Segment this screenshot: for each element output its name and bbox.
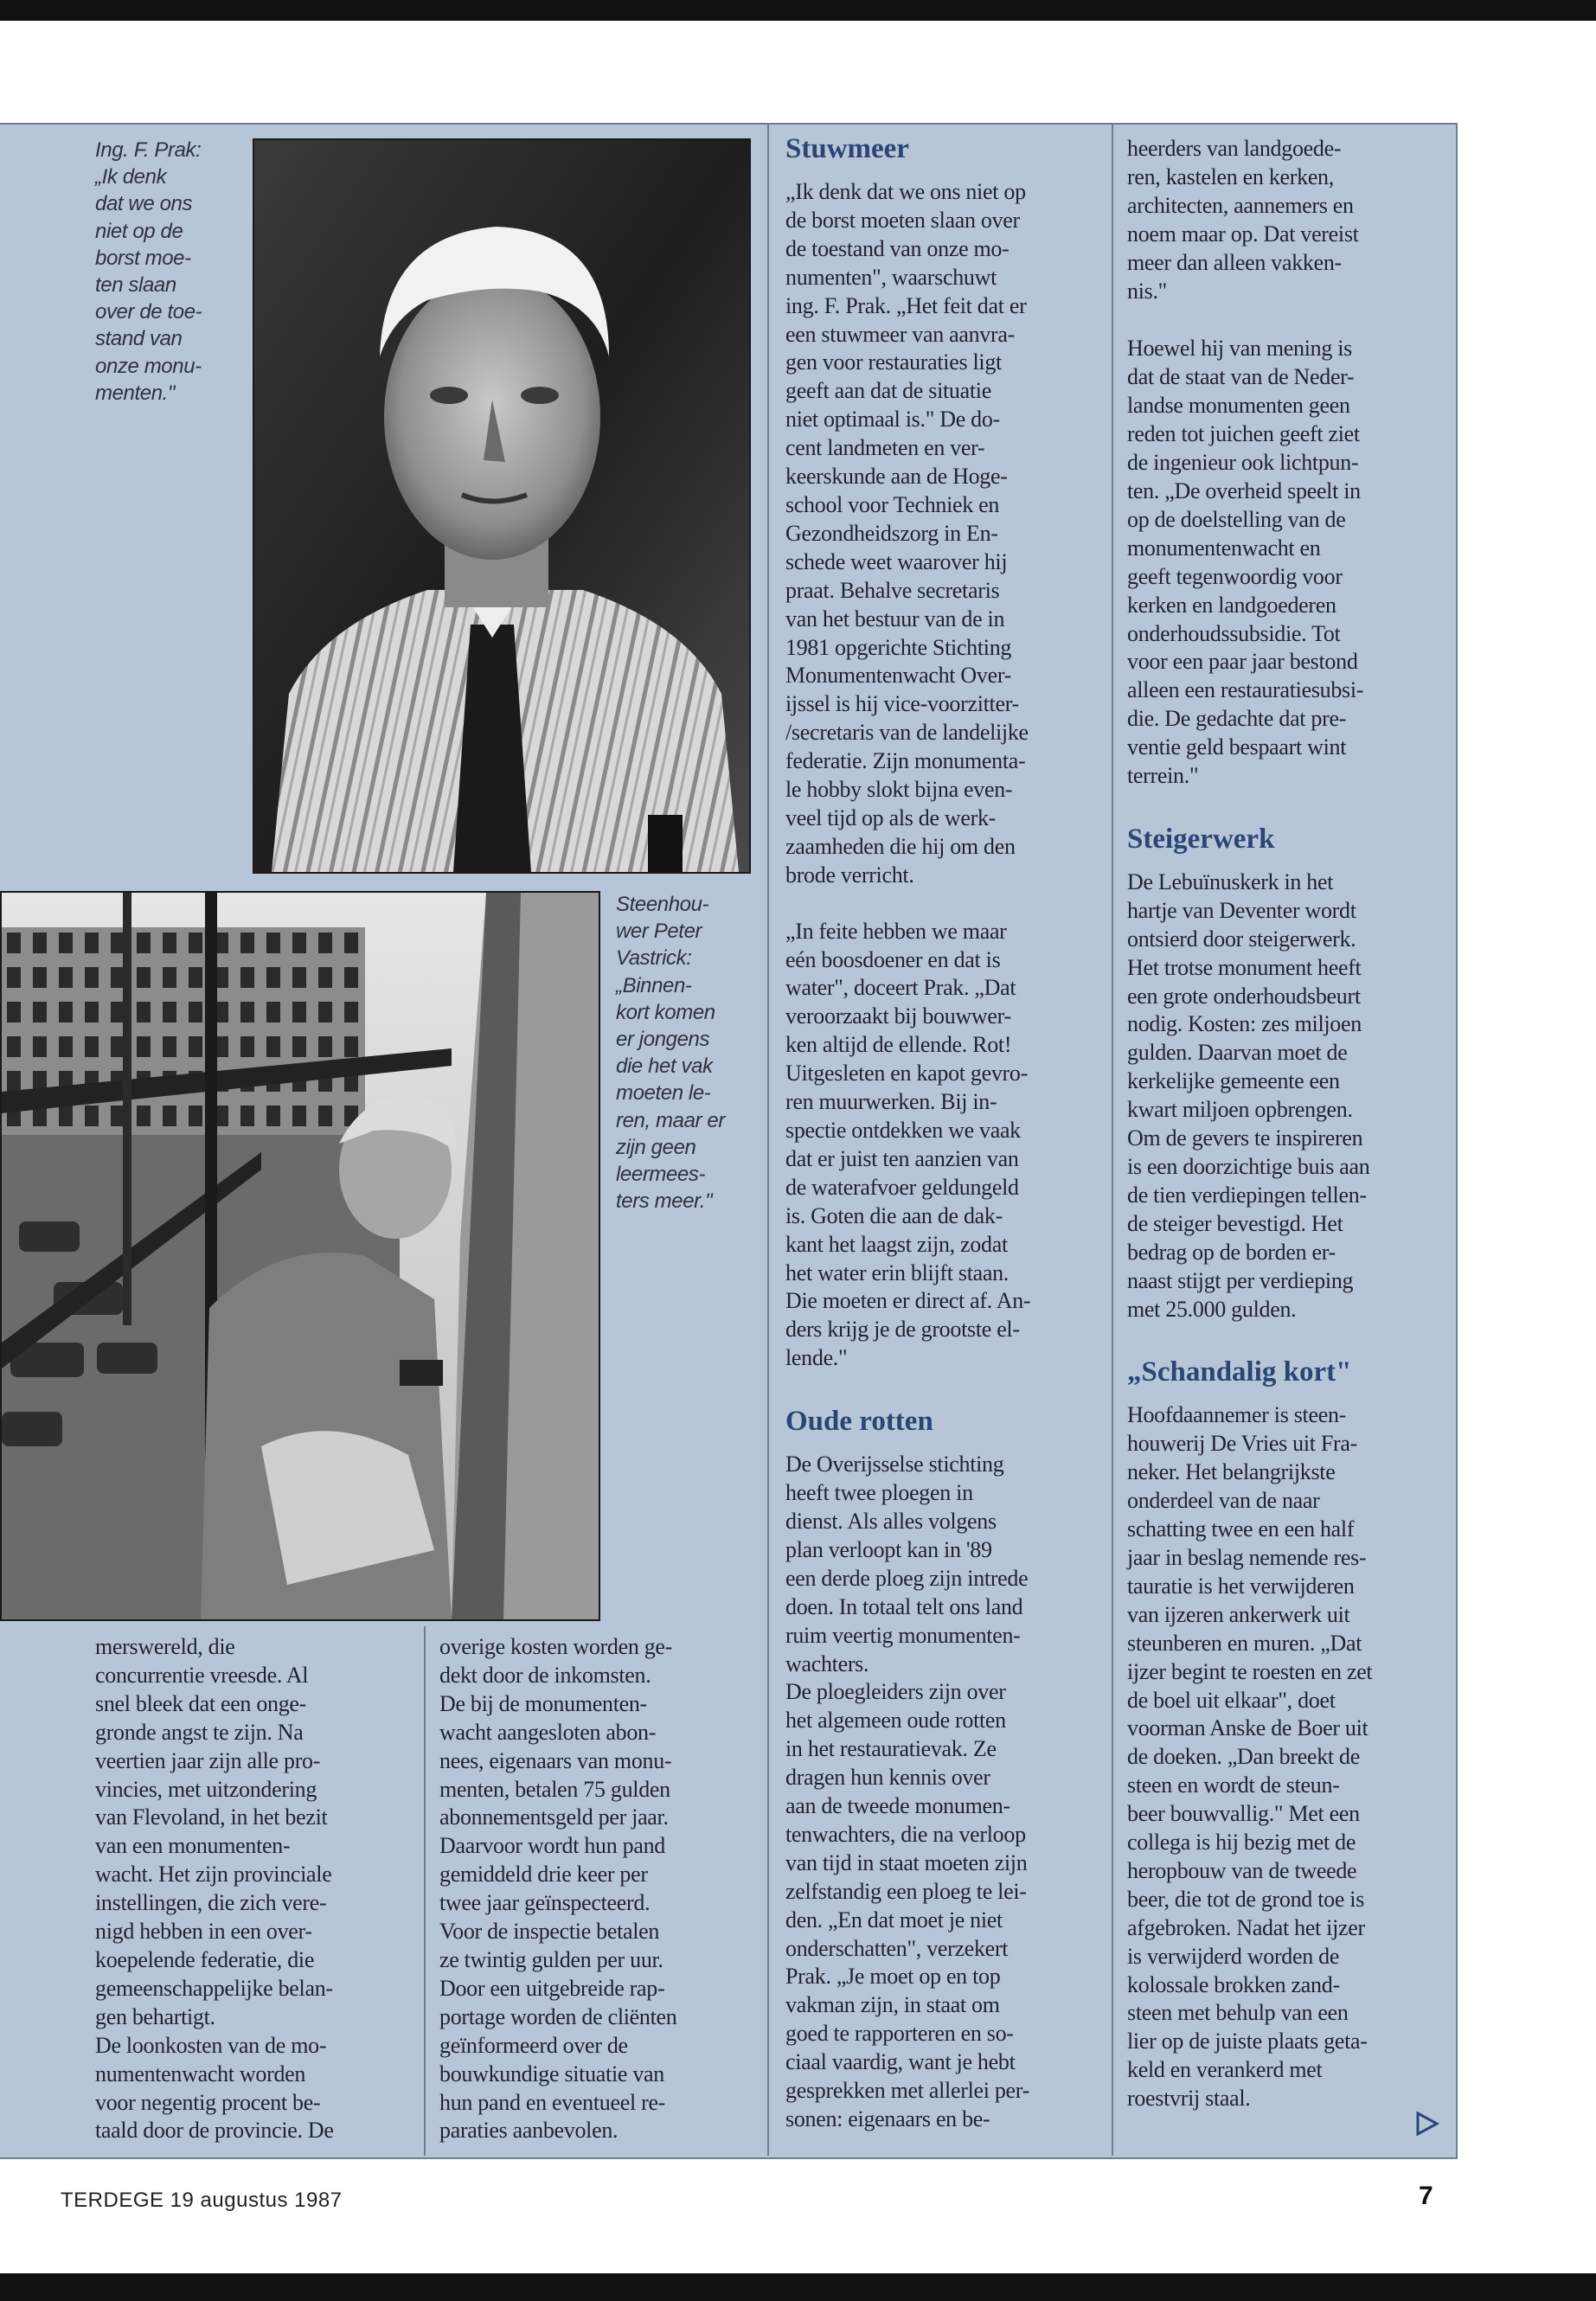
text-line: snel bleek dat een onge-: [95, 1690, 307, 1716]
text-line: vincies, met uitzondering: [95, 1776, 317, 1802]
text-line: vakman zijn, in staat om: [785, 1992, 1000, 2018]
text-line: bouwkundige situatie van: [439, 2061, 664, 2086]
text-line: reden tot juichen geeft ziet: [1127, 421, 1360, 447]
text-line: in het restauratievak. Ze: [785, 1736, 997, 1762]
text-line: ten. „De overheid speelt in: [1127, 478, 1361, 503]
text-line: heeft twee ploegen in: [785, 1480, 973, 1506]
text-line: ders krijg je de grootste el-: [785, 1317, 1020, 1343]
text-line: schede weet waarover hij: [785, 548, 1008, 574]
text-line: jaar in beslag nemende res-: [1127, 1544, 1367, 1570]
text-line: goed te rapporteren en so-: [785, 2021, 1014, 2047]
text-line: overige kosten worden ge-: [439, 1634, 673, 1659]
portrait-image: [254, 140, 749, 872]
text-line: is een doorzichtige buis aan: [1127, 1154, 1370, 1179]
text-line: terrein.": [1127, 763, 1199, 789]
text-line: federatie. Zijn monumenta-: [785, 748, 1026, 774]
text-line: Die moeten er direct af. An-: [785, 1288, 1031, 1314]
text-line: „In feite hebben we maar: [785, 918, 1007, 944]
text-line: Hoofdaannemer is steen-: [1127, 1402, 1346, 1428]
text-line: bedrag op de borden er-: [1127, 1239, 1336, 1265]
text-line: over de toe-: [95, 300, 202, 324]
stonemason-caption: [616, 891, 763, 1215]
text-line: koepelende federatie, die: [95, 1946, 315, 1972]
text-line: abonnementsgeld per jaar.: [439, 1804, 669, 1830]
text-line: ren, maar er: [616, 1108, 725, 1132]
text-line: wacht. Het zijn provinciale: [95, 1862, 332, 1888]
stonemason-photo: [0, 891, 600, 1621]
text-line: nis.": [1127, 278, 1167, 304]
text-line: collega is hij bezig met de: [1127, 1830, 1356, 1856]
text-line: ing. F. Prak. „Het feit dat er: [785, 292, 1027, 318]
text-line: ciaal vaardig, want je hebt: [785, 2049, 1016, 2075]
scan-bottom-border: [0, 2273, 1596, 2301]
text-line: dat we ons: [95, 192, 193, 216]
text-line: schatting twee en een half: [1127, 1516, 1355, 1542]
text-line: dekt door de inkomsten.: [439, 1662, 651, 1688]
column-c: [785, 131, 1097, 2134]
text-line: op de doelstelling van de: [1127, 506, 1346, 532]
text-line: ken altijd de ellende. Rot!: [785, 1032, 1012, 1058]
text-line: hun pand en eventueel re-: [439, 2089, 666, 2115]
text-line: Om de gevers te inspireren: [1127, 1125, 1363, 1151]
text-line: kwart miljoen opbrengen.: [1127, 1097, 1353, 1123]
text-line: steen en wordt de steun-: [1127, 1772, 1340, 1798]
text-line: meer dan alleen vakken-: [1127, 249, 1342, 275]
text-line: keerskunde aan de Hoge-: [785, 464, 1008, 490]
text-line: leermees-: [616, 1163, 706, 1187]
text-line: de toestand van onze mo-: [785, 235, 1010, 261]
text-line: keld en verankerd met: [1127, 2057, 1323, 2083]
text-line: dat er juist ten aanzien van: [785, 1145, 1019, 1171]
text-line: landse monumenten geen: [1127, 393, 1350, 419]
text-line: wacht aangesloten abon-: [439, 1719, 657, 1745]
scan-top-border: [0, 0, 1596, 21]
text-line: de tien verdiepingen tellen-: [1127, 1182, 1367, 1208]
text-line: Hoewel hij van mening is: [1127, 336, 1352, 362]
text-line: ruim veertig monumenten-: [785, 1622, 1021, 1648]
publication-footer: TERDEGE 19 augustus 1987: [61, 2189, 343, 2212]
text-line: lende.": [785, 1345, 848, 1371]
column-a: [95, 1633, 407, 2145]
text-line: heerders van landgoede-: [1127, 136, 1342, 161]
text-line: Gezondheidszorg in En-: [785, 520, 998, 546]
text-line: van het bestuur van de in: [785, 606, 1005, 631]
text-line: school voor Techniek en: [785, 491, 1000, 517]
text-line: kerkelijke gemeente een: [1127, 1068, 1340, 1094]
text-line: zelfstandig een ploeg te lei-: [785, 1878, 1027, 1904]
text-line: die het vak: [616, 1054, 713, 1079]
text-line: /secretaris van de landelijke: [785, 720, 1029, 746]
text-line: hartje van Deventer wordt: [1127, 897, 1356, 923]
text-line: de borst moeten slaan over: [785, 207, 1020, 233]
text-line: voor een paar jaar bestond: [1127, 649, 1358, 675]
text-line: geïnformeerd over de: [439, 2032, 628, 2058]
text-line: borst moe-: [95, 246, 191, 270]
text-line: ren muurwerken. Bij in-: [785, 1089, 997, 1115]
text-line: gemeenschappelijke belan-: [95, 1975, 333, 2001]
text-line: veroorzaakt bij bouwwer-: [785, 1003, 1011, 1029]
text-line: zaamheden die hij om den: [785, 833, 1016, 859]
text-line: veertien jaar zijn alle pro-: [95, 1747, 321, 1773]
text-line: gronde angst te zijn. Na: [95, 1719, 304, 1745]
text-line: Het trotse monument heeft: [1127, 954, 1362, 980]
text-line: steunberen en muren. „Dat: [1127, 1630, 1362, 1656]
text-line: ten slaan: [95, 273, 176, 298]
text-line: wer Peter: [616, 920, 702, 944]
text-line: dat de staat van de Neder-: [1127, 364, 1355, 390]
text-line: naast stijgt per verdieping: [1127, 1267, 1354, 1293]
text-line: onze monu-: [95, 354, 202, 378]
heading-stuwmeer: Stuwmeer: [785, 133, 909, 164]
text-line: van ijzeren ankerwerk uit: [1127, 1601, 1350, 1627]
text-line: het algemeen oude rotten: [785, 1708, 1006, 1734]
text-line: onderhoudssubsidie. Tot: [1127, 620, 1341, 646]
text-line: afgebroken. Nadat het ijzer: [1127, 1914, 1365, 1940]
text-line: noem maar op. Dat vereist: [1127, 221, 1359, 247]
heading-steigerwerk: Steigerwerk: [1127, 823, 1275, 855]
text-line: is verwijderd worden de: [1127, 1943, 1340, 1969]
text-line: gulden. Daarvan moet de: [1127, 1040, 1348, 1066]
text-line: nees, eigenaars van monu-: [439, 1747, 672, 1773]
text-line: Ing. F. Prak:: [95, 138, 202, 162]
text-line: roestvrij staal.: [1127, 2086, 1251, 2112]
text-line: „Ik denk dat we ons niet op: [785, 179, 1026, 204]
text-line: gen voor restauraties ligt: [785, 349, 1002, 375]
paragraph: [1127, 135, 1447, 305]
paragraph: [1127, 1401, 1447, 2113]
text-line: De loonkosten van de mo-: [95, 2032, 327, 2058]
text-line: met 25.000 gulden.: [1127, 1296, 1297, 1322]
text-line: nodig. Kosten: zes miljoen: [1127, 1011, 1362, 1037]
paragraph: [785, 918, 1097, 1374]
text-line: ze twintig gulden per uur.: [439, 1946, 663, 1972]
text-line: brode verricht.: [785, 862, 914, 888]
text-line: taald door de provincie. De: [95, 2118, 334, 2144]
text-line: gesprekken met allerlei per-: [785, 2078, 1029, 2104]
text-line: monumentenwacht en: [1127, 535, 1321, 561]
column-d: [1127, 135, 1447, 2113]
text-line: Door een uitgebreide rap-: [439, 1975, 665, 2001]
text-line: aan de tweede monumen-: [785, 1793, 1010, 1819]
text-line: onderschatten", verzekert: [785, 1935, 1009, 1961]
text-line: kort komen: [616, 1000, 715, 1024]
text-line: ijssel is hij vice-voorzitter-: [785, 691, 1019, 717]
text-line: onderdeel van de naar: [1127, 1488, 1320, 1514]
text-line: De Lebuïnuskerk in het: [1127, 868, 1334, 894]
text-line: gemiddeld drie keer per: [439, 1862, 648, 1888]
text-line: sonen: eigenaars en be-: [785, 2106, 990, 2131]
text-line: concurrentie vreesde. Al: [95, 1662, 309, 1688]
text-line: numenten", waarschuwt: [785, 264, 997, 290]
text-line: 1981 opgerichte Stichting: [785, 634, 1012, 660]
text-line: water", doceert Prak. „Dat: [785, 975, 1016, 1001]
text-line: De Overijsselse stichting: [785, 1452, 1004, 1477]
text-line: geeft aan dat de situatie: [785, 378, 991, 404]
text-line: le hobby slokt bijna even-: [785, 777, 1013, 803]
text-line: steen met behulp van een: [1127, 2000, 1349, 2026]
text-line: menten, betalen 75 gulden: [439, 1776, 670, 1802]
text-line: van een monumenten-: [95, 1833, 291, 1859]
text-line: instellingen, die zich vere-: [95, 1890, 327, 1916]
text-line: tauratie is het verwijderen: [1127, 1573, 1355, 1599]
text-line: Voor de inspectie betalen: [439, 1919, 660, 1945]
text-line: alleen een restauratiesubsi-: [1127, 677, 1364, 703]
text-line: gen behartigt.: [95, 2003, 215, 2029]
text-line: „Ik denk: [95, 165, 167, 189]
portrait-caption: [95, 137, 247, 407]
paragraph: [1127, 868, 1447, 1324]
text-line: architecten, aannemers en: [1127, 192, 1354, 218]
portrait-photo: [253, 138, 751, 874]
text-line: Monumentenwacht Over-: [785, 663, 1012, 689]
text-line: zijn geen: [616, 1135, 696, 1159]
text-line: lier op de juiste plaats geta-: [1127, 2029, 1368, 2054]
text-line: twee jaar geïnspecteerd.: [439, 1890, 651, 1916]
text-line: is. Goten die aan de dak-: [785, 1202, 1003, 1228]
text-line: dragen hun kennis over: [785, 1765, 990, 1791]
text-line: Prak. „Je moet op en top: [785, 1964, 1001, 1990]
text-line: die. De gedachte dat pre-: [1127, 706, 1347, 732]
text-line: niet optimaal is." De do-: [785, 407, 1000, 433]
text-line: van tijd in staat moeten zijn: [785, 1849, 1028, 1875]
column-rule: [767, 123, 769, 2156]
text-line: spectie ontdekken we vaak: [785, 1118, 1021, 1143]
text-line: moeten le-: [616, 1081, 711, 1106]
text-line: „Binnen-: [616, 973, 692, 997]
page-number: 7: [1419, 2182, 1433, 2210]
text-line: numentenwacht worden: [95, 2061, 306, 2086]
text-line: Daarvoor wordt hun pand: [439, 1833, 665, 1859]
column-b: [439, 1633, 768, 2145]
text-line: kerken en landgoederen: [1127, 592, 1336, 618]
text-line: nigd hebben in een over-: [95, 1919, 312, 1945]
text-line: er jongens: [616, 1028, 710, 1052]
text-line: De ploegleiders zijn over: [785, 1679, 1006, 1705]
text-line: beer, die tot de grond toe is: [1127, 1886, 1365, 1912]
text-line: den. „En dat moet je niet: [785, 1907, 1003, 1932]
text-line: ontsierd door steigerwerk.: [1127, 926, 1356, 952]
text-line: Vastrick:: [616, 946, 692, 971]
column-rule: [1112, 123, 1113, 2156]
text-line: eén boosdoener en dat is: [785, 946, 1001, 972]
text-line: niet op de: [95, 219, 183, 243]
text-line: merswereld, die: [95, 1634, 235, 1659]
text-line: paraties aanbevolen.: [439, 2118, 619, 2144]
text-line: menten.": [95, 381, 176, 405]
text-line: van Flevoland, in het bezit: [95, 1804, 328, 1830]
text-line: heropbouw van de tweede: [1127, 1857, 1357, 1883]
text-line: Steenhou-: [616, 893, 709, 916]
text-line: de ingenieur ook lichtpun-: [1127, 450, 1359, 476]
text-line: portage worden de cliënten: [439, 2003, 677, 2029]
text-line: kolossale brokken zand-: [1127, 1971, 1340, 1997]
text-line: plan verloopt kan in '89: [785, 1536, 992, 1562]
column-rule: [424, 1626, 426, 2156]
text-line: de steiger bevestigd. Het: [1127, 1210, 1343, 1236]
text-line: voor negentig procent be-: [95, 2089, 321, 2115]
text-line: beer bouwvallig." Met een: [1127, 1801, 1360, 1827]
text-line: houwerij De Vries uit Fra-: [1127, 1431, 1357, 1457]
text-line: de waterafvoer geldungeld: [785, 1174, 1019, 1200]
text-line: een stuwmeer van aanvra-: [785, 321, 1015, 347]
paragraph: [1127, 335, 1447, 791]
text-line: wachters.: [785, 1650, 869, 1676]
text-line: ijzer begint te roesten en zet: [1127, 1658, 1373, 1684]
text-line: ren, kastelen en kerken,: [1127, 163, 1334, 189]
text-line: een derde ploeg zijn intrede: [785, 1565, 1029, 1591]
text-line: stand van: [95, 327, 183, 351]
text-line: ventie geld bespaart wint: [1127, 734, 1347, 760]
text-line: voorman Anske de Boer uit: [1127, 1715, 1368, 1741]
text-line: tenwachters, die na verloop: [785, 1821, 1026, 1847]
text-line: cent landmeten en ver-: [785, 435, 985, 461]
text-line: veel tijd op als de werk-: [785, 804, 997, 830]
continue-arrow-icon: [1415, 2111, 1439, 2137]
text-line: doen. In totaal telt ons land: [785, 1593, 1023, 1619]
text-line: dienst. Als alles volgens: [785, 1508, 997, 1534]
text-line: De bij de monumenten-: [439, 1690, 647, 1716]
paragraph: [785, 178, 1097, 890]
text-line: neker. Het belangrijkste: [1127, 1459, 1336, 1485]
text-line: praat. Behalve secretaris: [785, 577, 1000, 603]
paragraph: [785, 1451, 1097, 2134]
text-line: kant het laagst zijn, zodat: [785, 1231, 1008, 1257]
text-line: een grote onderhoudsbeurt: [1127, 983, 1361, 1009]
heading-oude-rotten: Oude rotten: [785, 1406, 933, 1438]
text-line: de boel uit elkaar", doet: [1127, 1687, 1336, 1713]
text-line: ters meer.": [616, 1189, 713, 1214]
text-line: de doeken. „Dan breekt de: [1127, 1744, 1360, 1770]
heading-schandalig-kort: „Schandalig kort": [1127, 1356, 1352, 1388]
text-line: geeft tegenwoordig voor: [1127, 563, 1343, 589]
text-line: Uitgesleten en kapot gevro-: [785, 1061, 1028, 1086]
stonemason-image: [2, 893, 599, 1619]
text-line: het water erin blijft staan.: [785, 1259, 1009, 1285]
